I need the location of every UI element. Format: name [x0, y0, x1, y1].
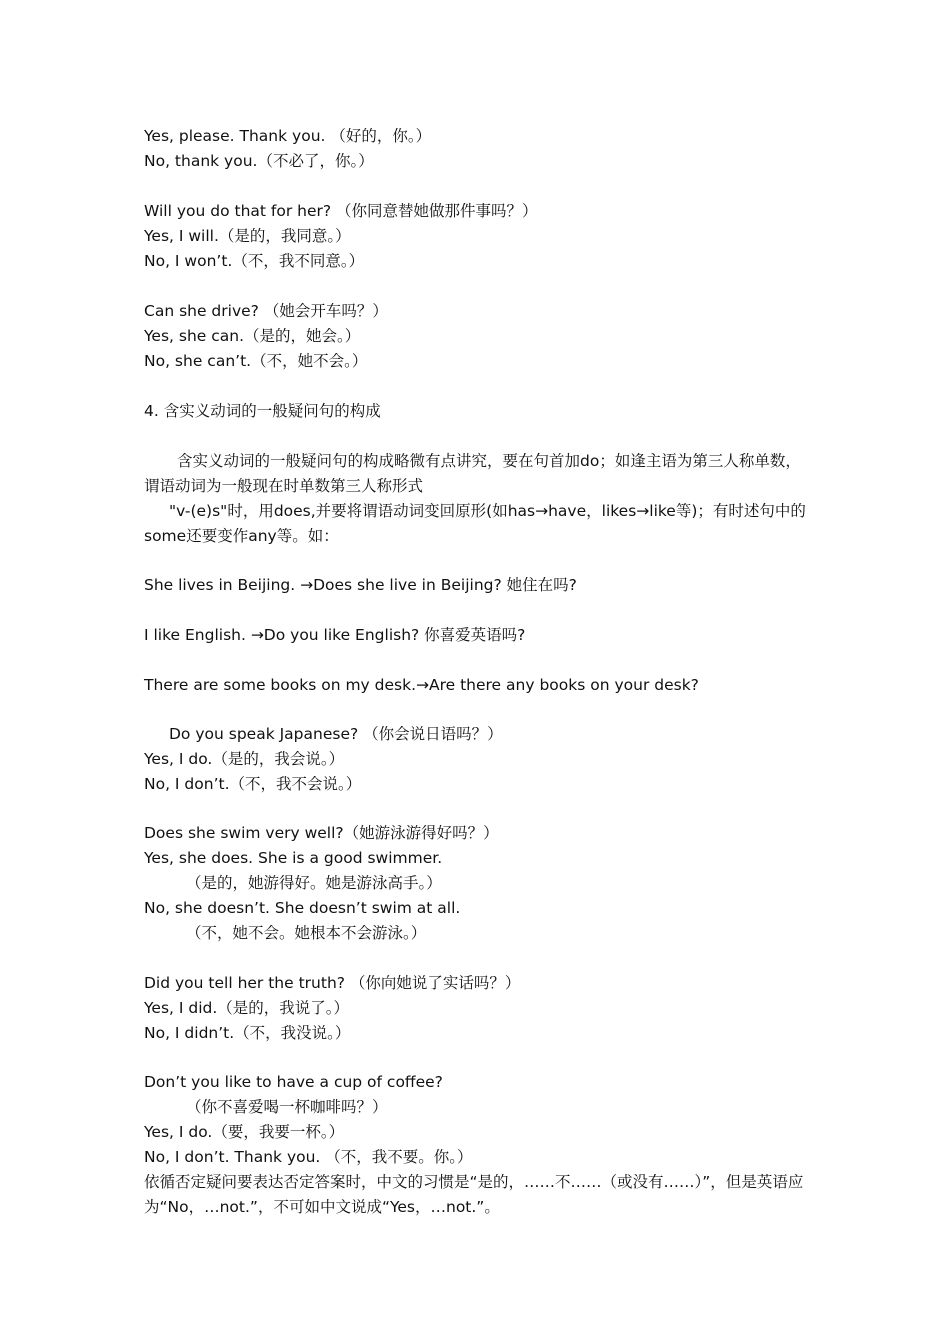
section-heading: 4. 含实义动词的一般疑问句的构成	[144, 402, 381, 420]
text-line: Does she swim very well?（她游泳游得好吗？）	[144, 824, 499, 842]
paragraph: 含实义动词的一般疑问句的构成略微有点讲究，要在句首加do；如逢主语为第三人称单数，谓语动词为一般现在时单数第三人称形式	[144, 452, 801, 495]
text-line: No, I don’t. Thank you. （不，我不要。你。）	[144, 1148, 473, 1166]
text-line: No, she can’t.（不，她不会。）	[144, 352, 368, 370]
text-line: Yes, I did.（是的，我说了。）	[144, 999, 350, 1017]
text-line: Don’t you like to have a cup of coffee?	[144, 1073, 443, 1091]
text-line: Yes, I do.（要，我要一杯。）	[144, 1123, 345, 1141]
text-line: Yes, she does. She is a good swimmer.	[144, 849, 443, 867]
text-line: No, I don’t.（不，我不会说。）	[144, 775, 362, 793]
text-line: Yes, she can.（是的，她会。）	[144, 327, 361, 345]
text-line: Will you do that for her? （你同意替她做那件事吗？）	[144, 202, 538, 220]
example-sentence: I like English. →Do you like English? 你喜爱英语吗?	[144, 626, 526, 644]
text-line: Yes, I do.（是的，我会说。）	[144, 750, 345, 768]
text-line: No, she doesn’t. She doesn’t swim at all.	[144, 899, 461, 917]
text-line: No, I didn’t.（不，我没说。）	[144, 1024, 351, 1042]
text-line: No, thank you.（不必了，你。）	[144, 152, 374, 170]
example-sentence: She lives in Beijing. →Does she live in Beijing? 她住在吗?	[144, 576, 577, 594]
text-line: Did you tell her the truth? （你向她说了实话吗？）	[144, 974, 521, 992]
paragraph: 依循否定疑问要表达否定答案时，中文的习惯是“是的，……不……（或没有……）”，但是英语应为“No，…not.”，不可如中文说成“Yes，…not.”。	[144, 1173, 804, 1216]
text-line: Can she drive? （她会开车吗？）	[144, 302, 388, 320]
text-line: No, I won’t.（不，我不同意。）	[144, 252, 365, 270]
text-line: Yes, I will.（是的，我同意。）	[144, 227, 351, 245]
paragraph: "v-(e)s"时，用does,并要将谓语动词变回原形(如has→have，likes→like等)；有时述句中的some还要变作any等。如：	[144, 502, 806, 545]
text-line: （是的，她游得好。她是游泳高手。）	[186, 874, 442, 892]
text-line: （你不喜爱喝一杯咖啡吗？）	[186, 1098, 388, 1116]
example-sentence: There are some books on my desk.→Are there any books on your desk?	[144, 676, 699, 694]
text-line: Do you speak Japanese? （你会说日语吗？）	[169, 725, 503, 743]
text-line: （不，她不会。她根本不会游泳。）	[186, 924, 427, 942]
text-line: Yes, please. Thank you. （好的，你。）	[144, 127, 432, 145]
